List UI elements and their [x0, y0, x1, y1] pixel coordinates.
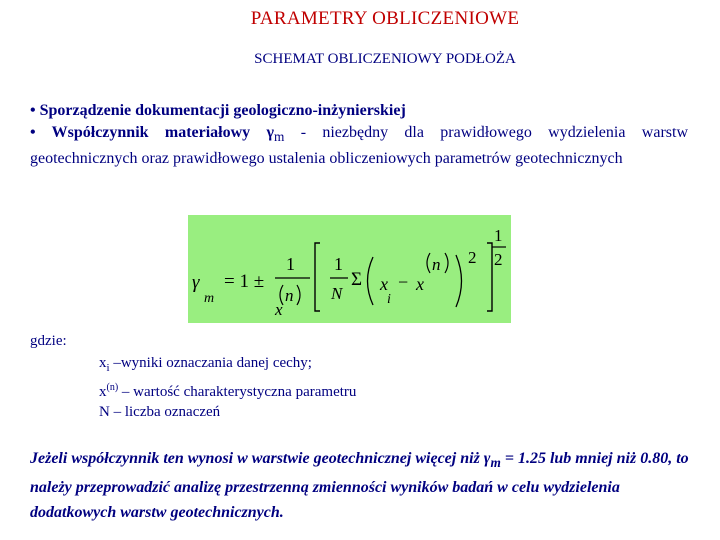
note-part1: Jeżeli współczynnik ten wynosi w warstwie geotechnicznej więcej niż γ — [30, 450, 491, 467]
formula-one-over-n-numerator: 1 — [334, 254, 343, 274]
definition-N: N – liczba oznaczeń — [99, 404, 221, 420]
formula-half-denominator: 2 — [494, 250, 503, 269]
bullet-item-documentation: • Sporządzenie dokumentacji geologiczno-inżynierskiej — [30, 102, 406, 119]
formula-gamma: γ — [192, 272, 200, 293]
formula-sigma: Σ — [351, 269, 363, 290]
formula-equals-one-pm: = 1 ± — [224, 271, 265, 292]
definition-xn — [99, 378, 356, 402]
formula-N: N — [331, 284, 343, 303]
gamma-subscript: m — [274, 129, 285, 145]
formula-outer-paren-right — [456, 255, 462, 307]
formula-sup-paren-left — [427, 253, 430, 273]
note-part2: = 1.25 lub mniej niż 0.80, to należy przeprowadzić analizę przestrzenną zmienności wyników badań w celu wydzielenia dodatkowych warstw geotechnicznych. — [30, 450, 689, 522]
formula-square-exponent: 2 — [468, 248, 477, 267]
symbol-definitions — [99, 353, 356, 422]
formula-n: n — [285, 286, 294, 305]
bullet-rest-text: - niezbędny dla prawidłowego wydzielenia warstw geotechnicznych oraz prawidłowego ustalenia obliczeniowych parametrów geotechnicznych — [30, 124, 688, 168]
page-title: PARAMETRY OBLICZENIOWE — [250, 8, 520, 29]
definition-xn-text: – wartość charakterystyczna parametru — [118, 384, 357, 400]
definition-xn-sup: (n) — [106, 382, 119, 393]
definition-xi-text: –wyniki oznaczania danej cechy; — [109, 355, 312, 371]
formula-bracket-left — [315, 243, 320, 311]
bullet-lead-text: • Współczynnik materiałowy γ — [30, 124, 274, 141]
formula-bracket-right — [487, 243, 492, 311]
formula-box — [188, 215, 511, 323]
formula-graphic — [188, 215, 511, 323]
note-gamma-subscript: m — [490, 455, 501, 471]
formula-sup-paren-right — [445, 253, 448, 273]
formula-x-denominator: x — [275, 300, 283, 319]
formula-gamma-subscript: m — [204, 291, 215, 306]
definition-xn-var: x — [99, 384, 107, 400]
bullet-list — [30, 100, 688, 170]
formula-minus: − — [398, 272, 409, 292]
bullet-item-material-coefficient — [30, 122, 688, 170]
definition-xi-var: x — [99, 355, 107, 371]
definition-xi-sub: i — [106, 362, 110, 374]
formula-i-subscript: i — [387, 292, 391, 307]
formula-half-numerator: 1 — [494, 226, 503, 245]
formula-fraction-one: 1 — [286, 254, 295, 274]
formula-xi: x — [380, 274, 388, 294]
page-subtitle: SCHEMAT OBLICZENIOWY PODŁOŻA — [254, 51, 516, 67]
where-label: gdzie: — [30, 333, 67, 349]
definition-xi — [99, 353, 356, 378]
formula-outer-paren-left — [368, 257, 374, 305]
formula-sup-n: n — [432, 255, 441, 274]
formula-x-superscript-base: x — [416, 274, 424, 294]
formula-paren-right — [297, 285, 300, 305]
conclusion-note — [30, 446, 690, 525]
